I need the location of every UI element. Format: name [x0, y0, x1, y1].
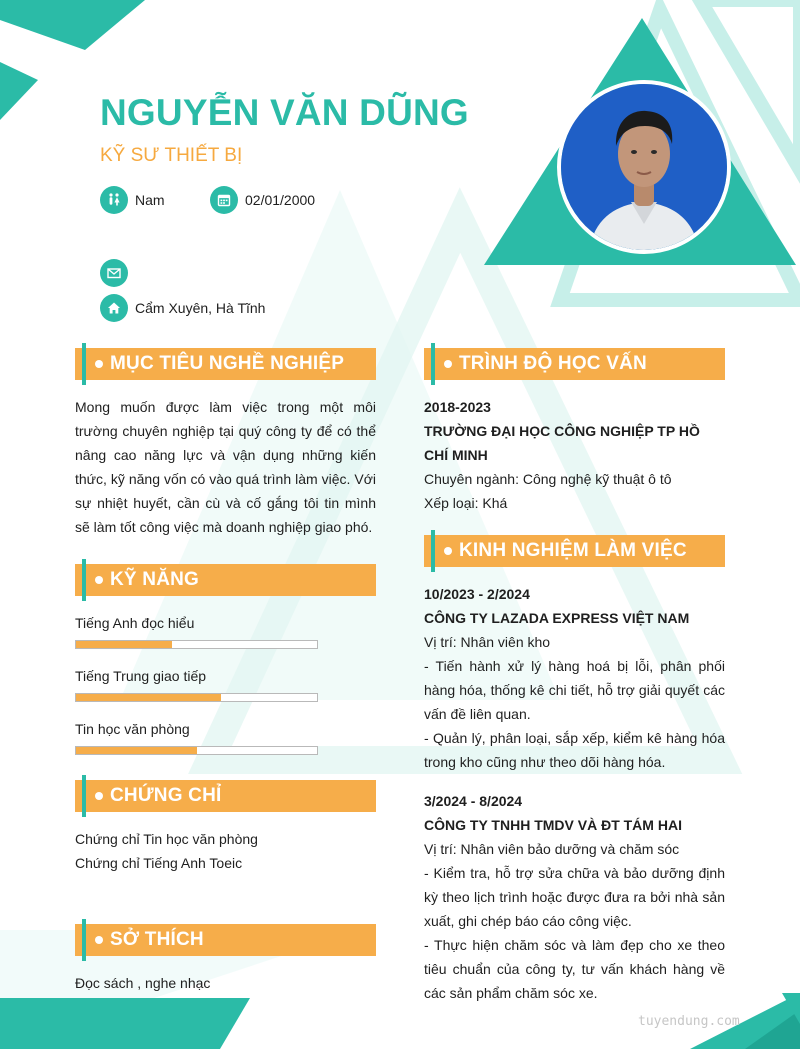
home-icon — [100, 294, 128, 322]
section-title: KINH NGHIỆM LÀM VIỆC — [459, 540, 687, 561]
profile-photo — [557, 80, 731, 254]
education-period: 2018-2023 — [424, 399, 491, 415]
calendar-icon — [210, 186, 238, 214]
skill-level-fill — [76, 641, 172, 648]
job-duty: - Tiến hành xử lý hàng hoá bị lỗi, phân phối hàng hóa, thống kê chi tiết, hỗ trợ giải quyết các vấn đề liên quan. — [424, 658, 725, 722]
certificate-item: Chứng chỉ Tin học văn phòng — [75, 831, 258, 847]
section-title: TRÌNH ĐỘ HỌC VẤN — [459, 353, 647, 374]
section-experience-header — [424, 535, 725, 567]
candidate-name: NGUYỄN VĂN DŨNG — [100, 92, 469, 133]
section-certificates-header — [75, 780, 376, 812]
birthdate-value: 02/01/2000 — [245, 192, 316, 208]
watermark: tuyendung.com — [638, 1014, 740, 1029]
job-duty: - Thực hiện chăm sóc và làm đẹp cho xe theo tiêu chuẩn của công ty, tư vấn khách hàng về các sản phẩm chăm sóc xe. — [424, 937, 725, 1001]
job-company: CÔNG TY LAZADA EXPRESS VIỆT NAM — [424, 610, 690, 626]
section-education-header — [424, 348, 725, 380]
job-period: 10/2023 - 2/2024 — [424, 586, 530, 602]
education-school: TRƯỜNG ĐẠI HỌC CÔNG NGHIỆP TP HỒ CHÍ MINH — [424, 423, 700, 463]
email-row — [100, 259, 135, 287]
job-position: Vị trí: Nhân viên kho — [424, 634, 551, 650]
gender-value: Nam — [135, 192, 165, 208]
job-position: Vị trí: Nhân viên bảo dưỡng và chăm sóc — [424, 841, 680, 857]
section-objective-header — [75, 348, 376, 380]
job-company: CÔNG TY TNHH TMDV VÀ ĐT TÁM HAI — [424, 817, 682, 833]
education-major: Chuyên ngành: Công nghệ kỹ thuật ô tô — [424, 471, 672, 487]
certificate-item: Chứng chỉ Tiếng Anh Toeic — [75, 855, 243, 871]
hobbies-text: Đọc sách , nghe nhạc — [75, 975, 211, 991]
skill-label: Tin học văn phòng — [75, 721, 190, 737]
skill-label: Tiếng Anh đọc hiểu — [75, 615, 195, 631]
section-hobbies-header — [75, 924, 376, 956]
skill-level-bar — [75, 693, 318, 702]
gender-icon — [100, 186, 128, 214]
address-row — [100, 294, 265, 322]
job-duty: - Quản lý, phân loại, sắp xếp, kiểm kê hàng hóa trong kho cũng như theo dõi hàng hóa. — [424, 730, 725, 770]
section-skills-header — [75, 564, 376, 596]
address-value: Cẩm Xuyên, Hà Tĩnh — [135, 300, 266, 316]
education-grade: Xếp loại: Khá — [424, 495, 508, 511]
objective-text: Mong muốn được làm việc trong một môi trường chuyên nghiệp tại quý công ty để có thể nâng cao năng lực và vận dụng những kiến thức, kỹ năng vốn có vào quá trình làm việc. Với sự nhiệt huyết, cần cù và cố gắng tôi tin mình sẽ làm tốt công việc mà doanh nghiệp giao phó. — [75, 399, 376, 535]
section-title: MỤC TIÊU NGHỀ NGHIỆP — [110, 353, 345, 374]
skill-label: Tiếng Trung giao tiếp — [75, 668, 207, 684]
envelope-icon — [100, 259, 128, 287]
skill-level-fill — [76, 694, 221, 701]
section-title: CHỨNG CHỈ — [110, 785, 222, 806]
job-period: 3/2024 - 8/2024 — [424, 793, 523, 809]
section-title: KỸ NĂNG — [110, 569, 200, 590]
birthdate-row — [210, 186, 315, 214]
section-title: SỞ THÍCH — [110, 929, 204, 950]
skill-level-bar — [75, 746, 318, 755]
skill-level-bar — [75, 640, 318, 649]
skill-level-fill — [76, 747, 197, 754]
job-title: KỸ SƯ THIẾT BỊ — [100, 145, 243, 166]
gender-row — [100, 186, 165, 214]
job-duty: - Kiểm tra, hỗ trợ sửa chữa và bảo dưỡng định kỳ theo lịch trình hoặc được đưa ra bởi nhà sản xuất, ghi chép báo cáo công việc. — [424, 865, 725, 929]
